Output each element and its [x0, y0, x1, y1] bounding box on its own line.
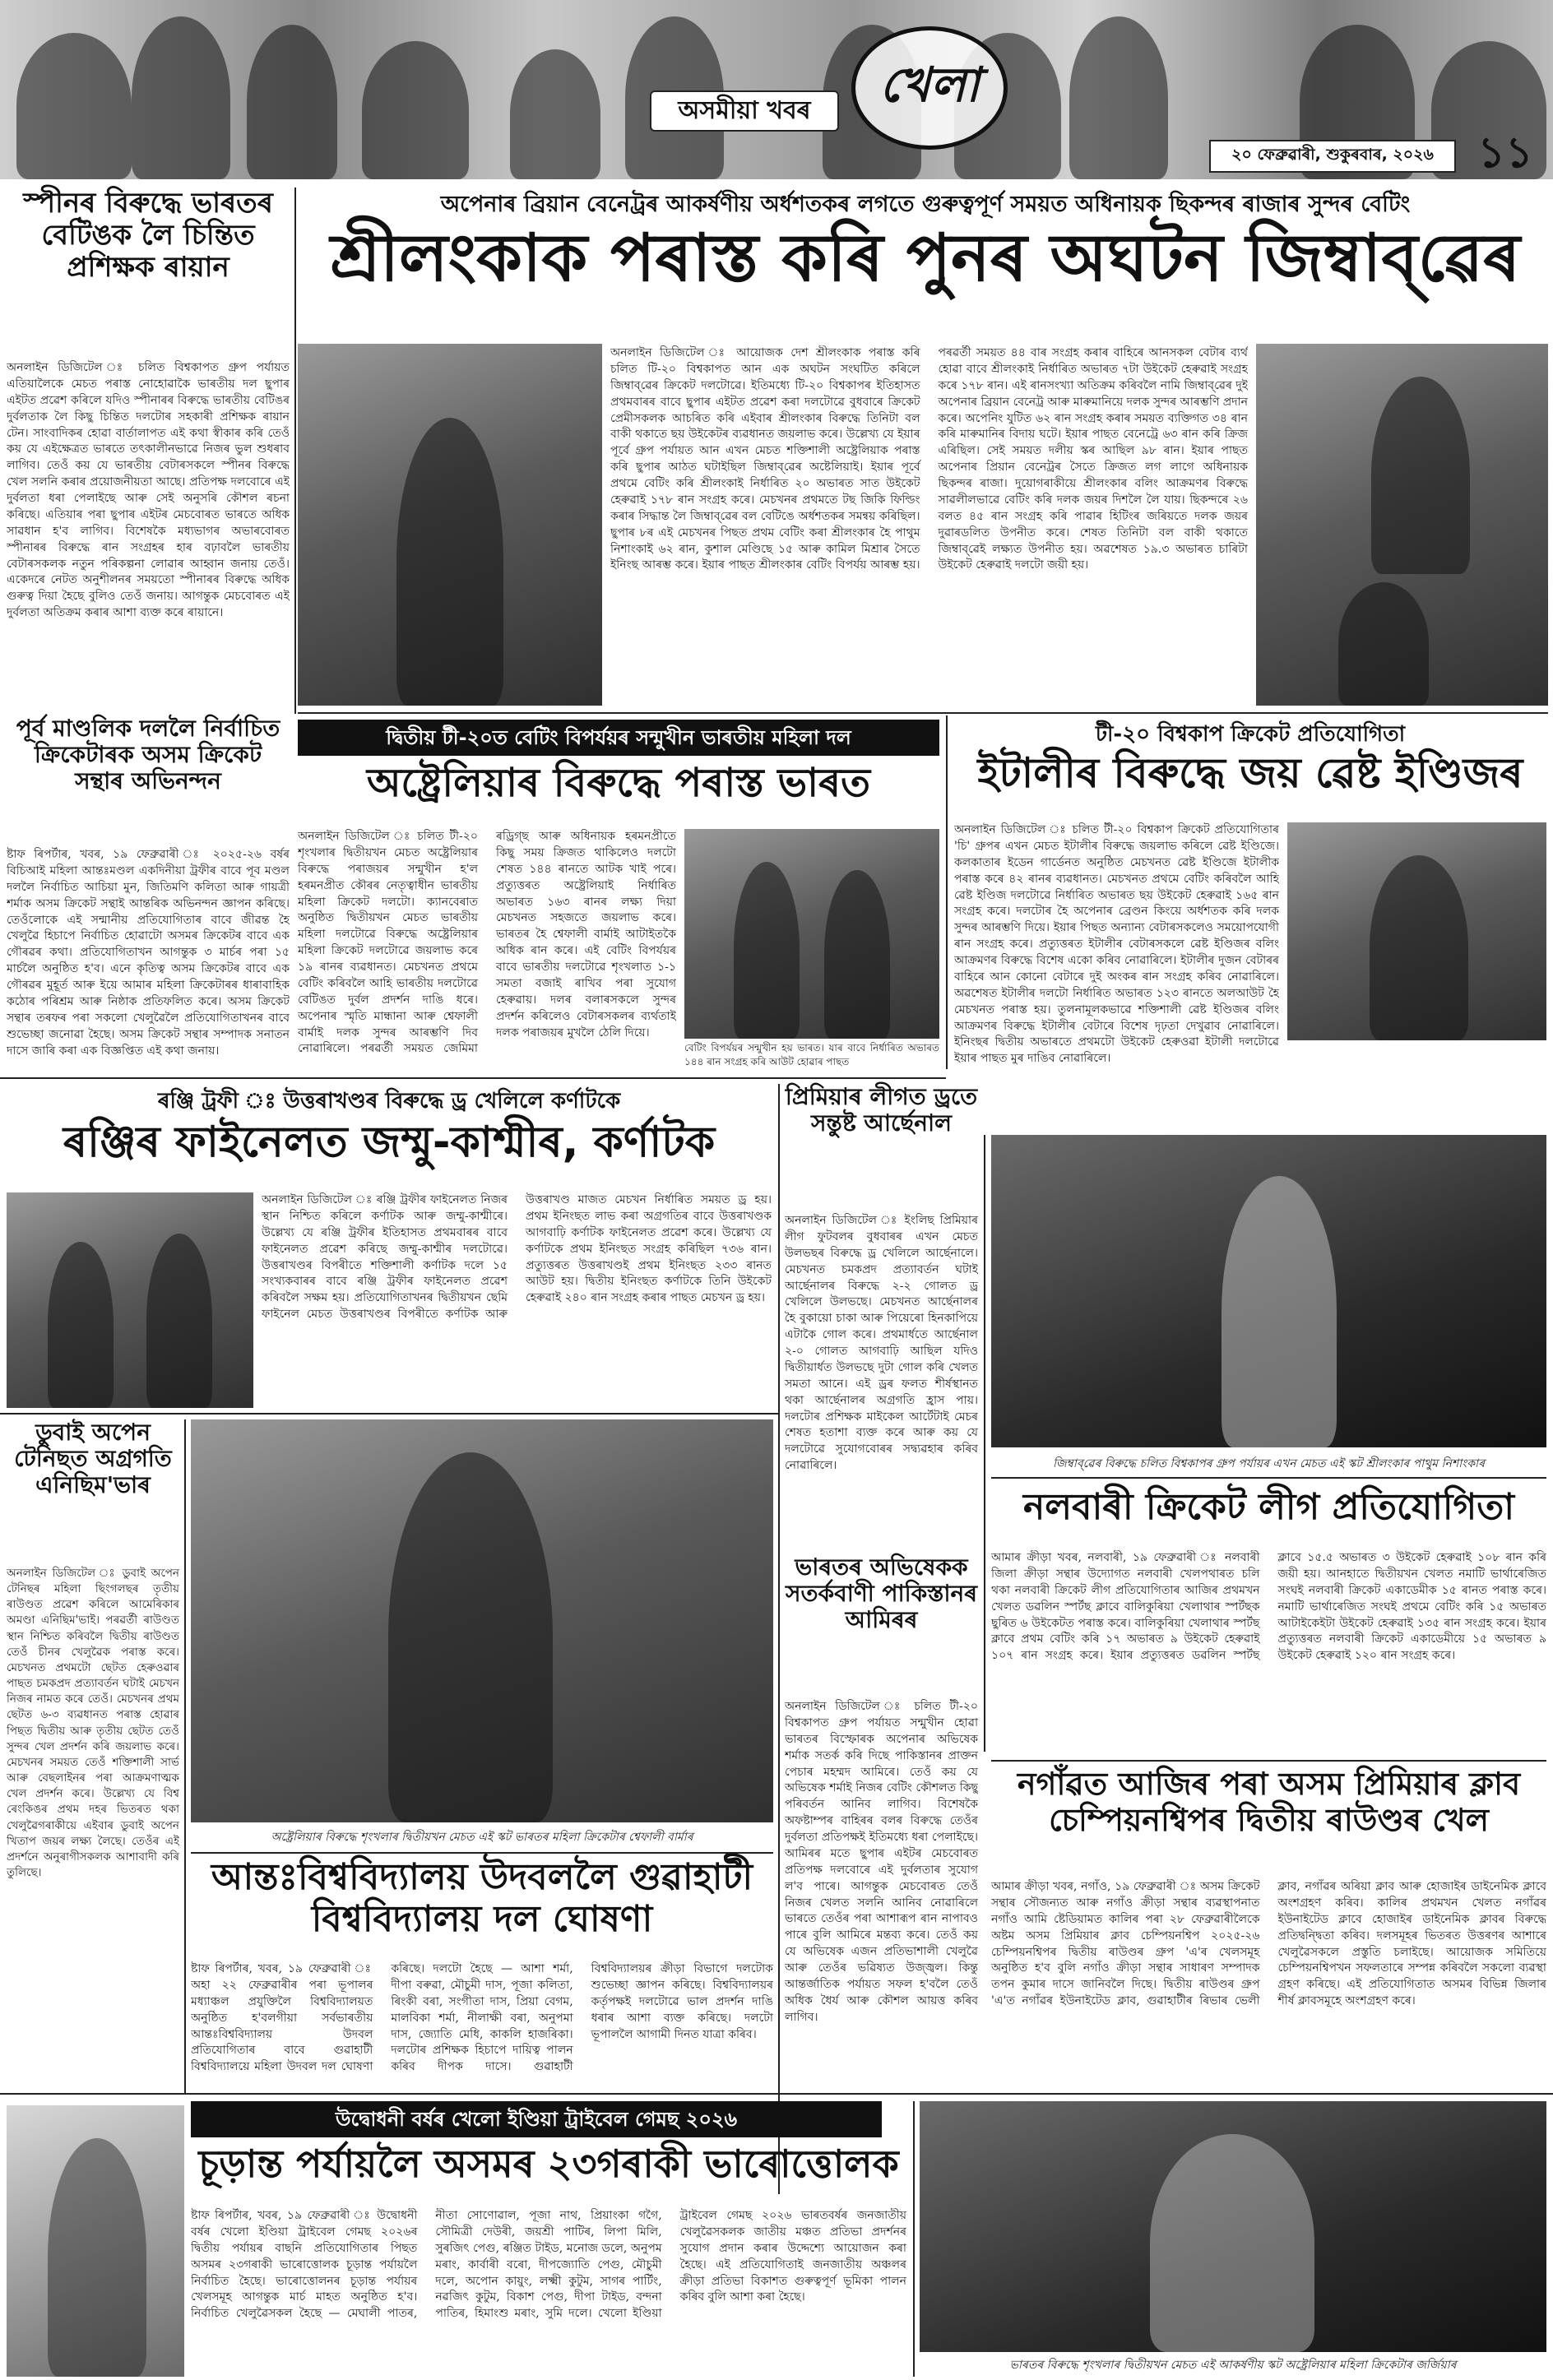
premier-body: আমাৰ ক্ৰীড়া খবৰ, নগাঁও, ১৯ ফেব্ৰুৱাৰী ঃ অসম ক্ৰিকেট সন্থাৰ সৌজন্যত আৰু নগাঁও ক্ৰীড়া সন্থাৰ ব্যৱস্থাপনাত নগাঁও আমি ষ্টেডিয়ামত কালিৰ পৰা ২৮ ফেব্ৰুৱাৰীলৈকে অষ্টম অসম প্ৰিমিয়াৰ ক্লাব চেম্পিয়নশ্বিপ ২০২৫-২৬ চেম্পিয়নশ্বিপৰ দ্বিতীয় ৰাউণ্ডৰ গ্ৰুপ 'এ'ৰ খেলসমূহ অনুষ্ঠিত হ'ব বুলি নগাঁও ক্ৰীড়া সন্থাৰ সাধাৰণ সম্পাদক তপন কুমাৰ দাসে জানিবলৈ দিছে। দ্বিতীয় ৰাউণ্ডৰ গ্ৰুপ 'এ'ত নগাঁৱৰ ইউনাইটেড ক্লাব, গুৱাহাটীৰ ৰিভাৰ ভেলী ক্লাব, নগাঁৱৰ অৰিয়া ক্লাব আৰু হোজাইৰ ডাইনেমিক ক্লাবে অংশগ্ৰহণ কৰিব। কালিৰ প্ৰথমখন খেলত নগাঁৱৰ ইউনাইটেড ক্লাবে হোজাইৰ ডাইনেমিক ক্লাবৰ বিৰুদ্ধে প্ৰতিদ্বন্দ্বিতা কৰিব। দলসমূহৰ ভিতৰত উত্তৰণৰ আশাৰে খেলুৱৈসকলে প্ৰস্তুতি চলাইছে। আয়োজক সমিতিয়ে চেম্পিয়নশ্বিপখন সফলতাৰে সম্পন্ন কৰিবলৈ সকলো ব্যৱস্থা গ্ৰহণ কৰিছে। এই প্ৰতিযোগিতাত অসমৰ বিভিন্ন জিলাৰ শীৰ্ষ ক্লাবসমূহে অংশগ্ৰহণ কৰে। [991, 1880, 1546, 2008]
lead-photo-fielder [1256, 344, 1548, 706]
page-number: ১১ [1477, 128, 1533, 178]
section-logo-text: খেলা [879, 56, 980, 113]
issue-date: ২০ ফেব্ৰুৱাৰী, শুকুৰবাৰ, ২০২৬ [1231, 146, 1434, 164]
spin-coach-body: অনলাইন ডিজিটেল ঃ চলিত বিশ্বকাপত গ্ৰুপ পৰ্যায়ত এতিয়ালৈকে মেচত পৰাস্ত নোহোৱাকৈ ভাৰতীয় দল ছুপাৰ এইটত প্ৰৱেশ কৰিলে যদিও স্পীনাৰৰ বিৰুদ্ধে ভাৰতীয় বেটিঙৰ দুৰ্বলতাক লৈ কিছু চিন্তিত দলটোৰ সহকাৰী প্ৰশিক্ষক ৰায়ান টেন। সাংবাদিকৰ হোৱা বাৰ্তালাপত এই কথা স্বীকাৰ কৰি তেওঁ কয় যে এইক্ষেত্ৰত ভাৰতে তৎকালীনভাৱে নিজৰ ভুল শুধৰাব লাগিব। তেওঁ কয় যে ভাৰতীয় বেটাৰসকলে স্পীনৰ বিৰুদ্ধে খেল সলনি কৰাৰ প্ৰয়োজনীয়তা আছে। প্ৰতিপক্ষ দলবোৰে এই দুৰ্বলতা ধৰা পেলাইছে আৰু সেই অনুসৰি কৌশল ৰচনা কৰিছে। এতিয়াৰ পৰা ছুপাৰ এইটৰ মেচবোৰত ভাৰতে অধিক সাৱধান হ'ব লাগিব। বিশেষকৈ মধ্যভাগৰ অভাৰবোৰত স্পীনাৰৰ বিৰুদ্ধে ৰান সংগ্ৰহৰ হাৰ বঢ়াবলৈ ভাৰতীয় বেটাৰসকলক নতুন পৰিকল্পনা লোৱাৰ আহ্বান জনায় তেওঁ। একেদৰে নেটত অনুশীলনৰ সময়তো স্পীনাৰৰ বিৰুদ্ধে অধিক গুৰুত্ব দিয়া হৈছে বুলিও তেওঁ জনায়। আগন্তুক মেচবোৰত এই দুৰ্বলতা অতিক্ৰম কৰাৰ আশা ব্যক্ত কৰে ৰায়ানে। [7, 361, 290, 620]
university-headline: আন্তঃবিশ্ববিদ্যালয় উদবললৈ গুৱাহাটী বিশ্ববিদ্যালয় দল ঘোষণা [211, 1856, 753, 1940]
premier-headline: নগাঁৱত আজিৰ পৰা অসম প্ৰিমিয়াৰ ক্লাব চেম্পিয়নশ্বিপৰ দ্বিতীয় ৰাউণ্ডৰ খেল [1017, 1766, 1521, 1838]
date-box [1209, 140, 1456, 173]
east-zone-body: ষ্টাফ ৰিপৰ্টাৰ, খবৰ, ১৯ ফেব্ৰুৱাৰী ঃ ২০২৫-২৬ বৰ্ষৰ বিচিআই মহিলা আন্তঃমণ্ডল একদিনীয়া ট্ৰফীৰ বাবে পূব মণ্ডল দললৈ নিৰ্বাচিত আচিয়া মুন, জিতিমণি কলিতা আৰু গায়ত্ৰী শৰ্মাক অসম ক্ৰিকেট সন্থাই আন্তৰিক অভিনন্দন জ্ঞাপন কৰিছে। তেওঁলোকে এই সন্মানীয় প্ৰতিযোগিতাৰ বাবে জীৱন্ত হৈ খেলুৱৈ হিচাপে নিৰ্বাচিত হোৱাটো অসমৰ ক্ৰিকেটৰ বাবে এক গৌৰৱৰ কথা। প্ৰতিযোগিতাখন আগন্তুক ৩ মাৰ্চৰ পৰা ১৫ মাৰ্চলৈ অনুষ্ঠিত হ'ব। এনে কৃতিত্ব অসম ক্ৰিকেটৰ বাবে এক গৌৰৱৰ মুহূৰ্ত আৰু ইয়ে আমাৰ মহিলা ক্ৰিকেটাৰৰ ধাৰাবাহিক কঠোৰ পৰিশ্ৰম আৰু নিষ্ঠাক প্ৰতিফলিত কৰে। অসম ক্ৰিকেট সন্থাৰ তৰফৰ পৰা সকলো খেলুৱৈলৈ প্ৰতিযোগিতাখনৰ বাবে শুভেচ্ছা জনোৱা হৈছে। অসম ক্ৰিকেট সন্থাৰ সম্পাদক সনাতন দাসে জাৰি কৰা এক বিজ্ঞপ্তিত এই কথা জনায়। [7, 848, 290, 1058]
nalbari-body: আমাৰ ক্ৰীড়া খবৰ, নলবাৰী, ১৯ ফেব্ৰুৱাৰী ঃ নলবাৰী জিলা ক্ৰীড়া সন্থাৰ উদ্যোগত নলবাৰী খেলপথাৰত চলি থকা নলবাৰী ক্ৰিকেট লীগ প্ৰতিযোগিতাৰ আজিৰ প্ৰথমখন খেলত ডৱলিন স্পৰ্টছ ক্লাবে বালিকুৰিয়া খেলাথাৰ স্পৰ্টছক ছুৰিত ৬ উইকেটত পৰাস্ত কৰে। বালিকুৰিয়া খেলাথাৰ স্পৰ্টছ ক্লাবে প্ৰথম বেটিং কৰি ১৭ অভাৰত ৯ উইকেট হেৰুৱাই ১০৭ ৰান সংগ্ৰহ কৰে। ইয়াৰ প্ৰত্যুত্তৰত ডৱলিন স্পৰ্টছ ক্লাবে ১৫.৫ অভাৰত ৩ উইকেট হেৰুৱাই ১০৮ ৰান কৰি জয়ী হয়। আনহাতে দ্বিতীয়খন খেলত নমাটি ভাৰ্থাৰেজিত সংঘই নলবাৰী ক্ৰিকেট একাডেমীক ১৫ ৰানত পৰাস্ত কৰে। নমাটি ভাৰ্থাৰেজিত সংঘই প্ৰথমে বেটিং কৰি ১৫ অভাৰত আটাইকেইটা উইকেট হেৰুৱাই ১৩৫ ৰান সংগ্ৰহ কৰে। ইয়াৰ প্ৰত্যুত্তৰত নলবাৰী ক্ৰিকেট একাডেমীয়ে ১৫ অভাৰত ৯ উইকেট হেৰুৱাই ১২০ ৰান সংগ্ৰহ কৰে। [991, 1551, 1546, 1663]
women-team-photo-caption: বেটিং বিপৰ্যয়ৰ সন্মুখীন হয় ভাৰত। যাৰ বাবে নিৰ্ধাৰিত অভাৰত ১৪৪ ৰান সংগ্ৰহ কৰি আউট হোৱাৰ পাছত [684, 1042, 939, 1068]
shafali-caption: অষ্ট্ৰেলিয়াৰ বিৰুদ্ধে শৃংখলাৰ দ্বিতীয়খন মেচত এই স্কট ভাৰতৰ মহিলা ক্ৰিকেটাৰ শ্বেফালী বাৰ্মাৰ [271, 1831, 693, 1844]
brand-name: অসমীয়া খবৰ [678, 95, 811, 125]
weightlift-headline: চূড়ান্ত পৰ্যায়লৈ অসমৰ ২৩গৰাকী ভাৰোত্তোলক [198, 2142, 899, 2186]
women-team-band: দ্বিতীয় টী-২০ত বেটিং বিপৰ্যয়ৰ সন্মুখীন ভাৰতীয় মহিলা দল [298, 720, 939, 756]
ranji-body: অনলাইন ডিজিটেল ঃ ৰঞ্জি ট্ৰফীৰ ফাইনেলত নিজৰ স্থান নিশ্চিত কৰিলে কৰ্ণাটক আৰু জম্মু-কাশ্মীৰে। উল্লেখ্য যে ৰঞ্জি ট্ৰফীৰ ইতিহাসত প্ৰথমবাৰৰ বাবে ফাইনেলত প্ৰৱেশ কৰিছে জম্মু-কাশ্মীৰ দলটোৱে। উত্তৰাখণ্ডৰ বিপৰীতে শক্তিশালী কৰ্ণাটক দলে ১৫ সংখ্যকবাৰৰ বাবে ৰঞ্জি ট্ৰফীৰ ফাইনেলত প্ৰৱেশ কৰিবলৈ সক্ষম হয়। প্ৰতিযোগিতাখনৰ দ্বিতীয়খন ছেমি ফাইনেল মেচত উত্তৰাখণ্ডৰ বিপৰীতে কৰ্ণাটক আৰু উত্তৰাখণ্ড মাজত মেচখন নিৰ্ধাৰিত সময়ত ড্ৰ হয়। প্ৰথম ইনিংছত লাভ কৰা অগ্ৰগতিৰ বাবে উত্তৰাখণ্ডক আগবাঢ়ি কৰ্ণাটক ফাইনেলত প্ৰৱেশ কৰে। উল্লেখ্য যে কৰ্ণাটকে প্ৰথম ইনিংছত সংগ্ৰহ কৰিছিল ৭৩৬ ৰান। প্ৰত্যুত্তৰত উত্তৰাখণ্ডই প্ৰথম ইনিংছত ২৩৩ ৰানত আউট হয়। দ্বিতীয় ইনিংছত কৰ্ণাটকে তিনি উইকেট হেৰুৱাই ২৪০ ৰান সংগ্ৰহ কৰাৰ পাছত মেচখন ড্ৰ হয়। [262, 1193, 772, 1322]
nissanka-photo [991, 1135, 1546, 1447]
lead-kicker: অপেনাৰ ব্ৰিয়ান বেনেট্ৰৰ আকৰ্ষণীয় অৰ্ধশতকৰ লগতে গুৰুত্বপূৰ্ণ সময়ত অধিনায়ক ছিকন্দৰ ৰাজাৰ সুন্দৰ বেটিং [440, 192, 1411, 217]
wc-italy-photo [1287, 822, 1546, 1040]
shafali-photo [191, 1419, 773, 1822]
georgia-photo [920, 2101, 1546, 2352]
dubai-headline: ডুবাই অপেন টেনিছত অগ্ৰগতি এনিছিম'ভাৰ [14, 1419, 172, 1499]
lead-body: অনলাইন ডিজিটেল ঃ আয়োজক দেশ শ্ৰীলংকাক পৰাস্ত কৰি চলিত টি-২০ বিশ্বকাপত আন এক অঘটন সংঘটিত কৰিলে জিম্বাব্‌ৱেৰ ক্ৰিকেট দলটোৱে। ইতিমধ্যে টি-২০ বিশ্বকাপৰ ইতিহাসত প্ৰথমবাৰৰ বাবে ছুপাৰ এইটত প্ৰৱেশ কৰা দলটোৱে বুধবাৰে ক্ৰিকেট প্ৰেমীসকলক আচৰিত কৰি এইবাৰ শ্ৰীলংকাৰ বিৰুদ্ধে তিনিটা বল বাকী থকাতে ছয় উইকেটৰ ব্যৱধানত জয়লাভ কৰে। উল্লেখ্য যে ইয়াৰ পূৰ্বে গ্ৰুপ পৰ্যায়ত আন এখন মেচত শক্তিশালী অষ্ট্ৰেলিয়াক পৰাস্ত কৰি ছুপাৰ আঠত ঘটাইছিল জিম্বাব্‌ৱেৰ অষ্টেলিয়াই। ইয়াৰ পূৰ্বে প্ৰথমে বেটিং কৰি শ্ৰীলংকাই নিৰ্ধাৰিত ২০ অভাৰত সাত উইকেট হেৰুৱাই ১৭৮ ৰান সংগ্ৰহ কৰে। মেচখনৰ প্ৰথমতে টছ জিকি ফিল্ডিং কৰাৰ সিদ্ধান্ত লৈ জিম্বাব্‌ৱেৰ বল বেটিঙে অৰ্ধশতকৰ সমন্বয় কৰিছিল। ছুপাৰ ৮ৰ এই মেচখনৰ পিছত প্ৰথম বেটিং কৰা শ্ৰীলংকাৰ হৈ পাথুম নিশাংকাই ৬২ ৰান, কুশাল মেণ্ডিছে ১৫ আৰু কামিল মিশ্ৰাৰ সৈতে ইনিংছ আৰম্ভ কৰে। ইয়াৰ পাছত শ্ৰীলংকাৰ বেটিং বিপৰ্যয় আৰম্ভ হয়। পৰৱৰ্তী সময়ত ৪৪ বাৰ সংগ্ৰহ কৰাৰ বাহিৰে আনসকল বেটাৰ ব্যৰ্থ হোৱা বাবে শ্ৰীলংকাই নিৰ্ধাৰিত অভাৰত ৭টা উইকেট হেৰুৱাই সংগ্ৰহ কৰে ১৭৮ ৰান। এই ৰানসংখ্যা অতিক্ৰম কৰিবলৈ নামি জিম্বাব্‌ৱেৰ দুই অপেনাৰ ব্ৰিয়ান বেনেট্ৰ আৰু মাৰুমানিয়ে দলক সুন্দৰ আৰম্ভণি প্ৰদান কৰে। অপেনিং যুটিত ৬২ ৰান সংগ্ৰহ কৰাৰ সময়ত ব্যক্তিগত ৩৪ ৰান কৰি মাৰুমানিৰ বিদায় ঘটে। ইয়াৰ পাছত বেনেট্ৰে ৬৩ ৰান কৰি ক্ৰিজ এৰিছিল। সেই সময়ত দলীয় স্কৰ আছিল ৯৮ ৰান। ইয়াৰ পাছত অপেনাৰ প্ৰিয়ান বেনেট্ৰৰ সৈতে ক্ৰিজত লগ লাগে অধিনায়ক ছিকন্দৰ ৰাজা। দুয়োগৰাকীয়ে শ্ৰীলংকাৰ বলিং আক্ৰমণৰ বিৰুদ্ধে সাৱলীলভাৱে বেটিং কৰি দলক জয়ৰ দিশলৈ লৈ যায়। ছিকন্দৰে ২৬ বলত ৪৫ ৰান সংগ্ৰহ কৰি পাৱাৰ হিটিংৰ জৰিয়তে দলক জয়ৰ দুৱাৰডলিত উপনীত কৰে। শেষত তিনিটা বল বাকী থকাতে জিম্বাব্‌ৱেই লক্ষ্যত উপনীত হয়। অৱশেষত ১৯.৩ অভাৰত চাৰিটা উইকেট হেৰুৱাই দলটো জয়ী হয়। [610, 346, 1248, 572]
women-team-photo [684, 829, 939, 1039]
women-team-body: অনলাইন ডিজিটেল ঃ চলিত টী-২০ শৃংখলাৰ দ্বিতীয়খন মেচত অষ্ট্ৰেলিয়াৰ বিৰুদ্ধে পৰাজয়ৰ সন্মুখীন হ'ল হৰমনপ্ৰীত কৌৰৰ নেতৃত্বাধীন ভাৰতীয় মহিলা ক্ৰিকেট দলটো। ক্যানবেৰাত অনুষ্ঠিত দ্বিতীয়খন মেচত ভাৰতীয় মহিলা দলটোৱে বিৰুদ্ধে অষ্ট্ৰেলিয়াৰ মহিলা ক্ৰিকেট দলটোৱে জয়লাভ কৰে ১৯ ৰানৰ ব্যৱধানত। মেচখনত প্ৰথমে বেটিং কৰিবলৈ আহি ভাৰতীয় দলটোৱে বেটিঙত দুৰ্বল প্ৰদৰ্শন দাঙি ধৰে। অপেনাৰ স্মৃতি মান্ধানা আৰু শ্বেফালী বাৰ্মাই দলক সুন্দৰ আৰম্ভণি দিব নোৱাৰিলে। পৰৱৰ্তী সময়ত জেমিমা ৰড্ৰিগ্‌ছ আৰু অধিনায়ক হৰমনপ্ৰীতে কিছু সময় ক্ৰিজত থাকিলেও দলটো শেষত ১৪৪ ৰানতে আটক খাই পৰে। প্ৰত্যুত্তৰত অষ্ট্ৰেলিয়াই নিৰ্ধাৰিত অভাৰত ১৬৩ ৰানৰ লক্ষ্য দিয়া মেচখনত সহজতে জয়লাভ কৰে। ভাৰতৰ হৈ শ্বেফালী বাৰ্মাই আটাইতকৈ অধিক ৰান কৰে। এই বেটিং বিপৰ্যয়ৰ বাবে ভাৰতীয় দলটোৱে শৃংখলাত ১-১ সমতা বজাই ৰাখিব পৰা সুযোগ হেৰুৱায়। দলৰ বলাৰসকলে সুন্দৰ প্ৰদৰ্শন কৰিলেও বেটাৰসকলৰ ব্যৰ্থতাই দলক পৰাজয়ৰ মুখলৈ ঠেলি দিয়ে। [298, 830, 676, 1056]
ranji-headline: ৰঞ্জিৰ ফাইনেলত জম্মু-কাশ্মীৰ, কৰ্ণাটক [63, 1118, 716, 1167]
weightlift-band: উদ্বোধনী বৰ্ষৰ খেলো ইণ্ডিয়া ট্ৰাইবেল গেমছ ২০২৬ [191, 2101, 882, 2137]
spin-coach-headline: স্পীনৰ বিৰুদ্ধে ভাৰতৰ বেটিঙক লৈ চিন্তিত প্ৰশিক্ষক ৰায়ান [23, 187, 273, 285]
abhishek-body: অনলাইন ডিজিটেল ঃ চলিত টী-২০ বিশ্বকাপত গ্ৰুপ পৰ্যায়ত সন্মুখীন হোৱা ভাৰতৰ বিস্ফোৰক অপেনাৰ অভিষেক শৰ্মাক সতৰ্ক কৰি দিছে পাকিস্তানৰ প্ৰাক্তন পেচাৰ মহম্মদ আমিৰে। তেওঁ কয় যে অভিষেক শৰ্মাই নিজৰ বেটিং কৌশলত কিছু পৰিবৰ্তন আনিব লাগিব। বিশেষকৈ অফষ্টাম্পৰ বাহিৰৰ বলৰ বিৰুদ্ধে তেওঁৰ দুৰ্বলতা প্ৰতিপক্ষই ইতিমধ্যে ধৰা পেলাইছে। আমিৰৰ মতে ছুপাৰ এইটৰ মেচবোৰত প্ৰতিপক্ষ দলবোৰে এই দুৰ্বলতাৰ সুযোগ ল'ব পাৰে। আগন্তুক মেচবোৰত তেওঁ নিজৰ খেলত সলনি আনিব নোৱাৰিলে ভাৰতে তেওঁৰ পৰা আশাৰূপ ৰান নাপাবও পাৰে বুলি আমিৰে মন্তব্য কৰে। তেওঁ কয় যে অভিষেক এজন প্ৰতিভাশালী খেলুৱৈ আৰু তেওঁৰ ভৱিষ্যত উজ্জ্বল। কিন্তু আন্তৰ্জাতিক পৰ্যায়ত সফল হ'বলৈ তেওঁ অধিক ধৈৰ্য আৰু কৌশল আয়ত্ত কৰিব লাগিব। [785, 1700, 978, 2024]
nalbari-headline: নলবাৰী ক্ৰিকেট লীগ প্ৰতিযোগিতা [1022, 1486, 1515, 1528]
dubai-body: অনলাইন ডিজিটেল ঃ ডুবাই অপেন টেনিছৰ মহিলা ছিংগলছৰ তৃতীয় ৰাউণ্ডত প্ৰৱেশ কৰিলে আমেৰিকাৰ অমণ্ডা এনিছিম'ভাই। পৰৱৰ্তী ৰাউণ্ডত স্থান নিশ্চিত কৰিবলৈ দ্বিতীয় ৰাউণ্ডত তেওঁ চীনৰ খেলুৱৈক পৰাস্ত কৰে। মেচখনত প্ৰথমটো ছেটত হেৰুওৱাৰ পাছত চমকপ্ৰদ প্ৰত্যাবৰ্তন ঘটাই মেচখন নিজৰ নামত কৰে তেওঁ। মেচখনৰ প্ৰথম ছেটত ৬-৩ ব্যৱধানত পৰাস্ত হোৱাৰ পিছত দ্বিতীয় আৰু তৃতীয় ছেটত তেওঁ সুন্দৰ খেল প্ৰদৰ্শন কৰি জয়লাভ কৰে। মেচখনৰ সময়ত তেওঁ শক্তিশালী সাৰ্ভ আৰু বেছলাইনৰ পৰা আক্ৰমণাত্মক খেল প্ৰদৰ্শন কৰে। উল্লেখ্য যে বিশ্ব ৰেংকিঙৰ প্ৰথম দহৰ ভিতৰত থকা খেলুৱৈগৰাকীয়ে এইবাৰ ডুবাই অপেন খিতাপ জয়ৰ লক্ষ্য লৈছে। তেওঁৰ এই প্ৰদৰ্শনে অনুৰাগীসকলক আশাবাদী কৰি তুলিছে। [7, 1567, 179, 1879]
arsenal-body: অনলাইন ডিজিটেল ঃ ইংলিছ প্ৰিমিয়াৰ লীগ ফুটবলৰ বুধবাৰৰ এখন মেচত উলভছৰ বিৰুদ্ধে ড্ৰ খেলিলে আৰ্ছেনালে। মেচখনত চমকপ্ৰদ প্ৰত্যাবৰ্তন ঘটাই আৰ্ছেনালৰ বিৰুদ্ধে ২-২ গোলত ড্ৰ খেলিলে উলভছে। মেচখনত আৰ্ছেনালৰ হৈ বুকায়ো চাকা আৰু পিয়েৰো হিনকাপিয়ে এটাকৈ গোল কৰে। প্ৰথমাৰ্ধতে আৰ্ছেনাল ২-০ গোলত আগবাঢ়ি আছিল যদিও দ্বিতীয়াৰ্ধত উলভছে দুটা গোল কৰি খেলত সমতা আনে। এই ড্ৰৰ ফলত শীৰ্ষস্থানত থকা আৰ্ছেনালৰ অগ্ৰগতি হ্ৰাস পায়। দলটোৰ প্ৰশিক্ষক মাইকেল আৰ্টেটাই মেচৰ শেষত হতাশা ব্যক্ত কৰে আৰু কয় যে দলটোৱে সুযোগবোৰৰ সদ্ব্যৱহাৰ কৰিব নোৱাৰিলে। [785, 1214, 978, 1473]
wc-italy-headline: ইটালীৰ বিৰুদ্ধে জয় ৱেষ্ট ইণ্ডিজৰ [977, 749, 1523, 797]
nissanka-caption: জিম্বাব্‌ৱেৰ বিৰুদ্ধে চলিত বিশ্বকাপৰ গ্ৰুপ পৰ্যায়ৰ এখন মেচত এই স্কট শ্ৰীলংকাৰ পাথুম নিশাংকাৰ [1053, 1457, 1485, 1470]
abhishek-headline: ভাৰতৰ অভিষেকক সতৰ্কবাণী পাকিস্তানৰ আমিৰৰ [786, 1553, 977, 1634]
ranji-photo [7, 1192, 253, 1408]
georgia-caption: ভাৰতৰ বিৰুদ্ধে শৃংখলাৰ দ্বিতীয়খন মেচত এই আকৰ্ষণীয় স্কট অষ্ট্ৰেলিয়াৰ মহিলা ক্ৰিকেটাৰ জৰ্জিয়াৰ [1009, 2359, 1457, 2372]
wc-band: টী-২০ বিশ্বকাপ ক্ৰিকেট প্ৰতিযোগিতা [1095, 722, 1406, 747]
lead-photo-batsman [298, 344, 602, 706]
lead-headline: শ্ৰীলংকাক পৰাস্ত কৰি পুনৰ অঘটন জিম্বাব্‌ৱেৰ [330, 220, 1521, 296]
section-logo [851, 26, 1008, 150]
university-body: ষ্টাফ ৰিপৰ্টাৰ, খবৰ, ১৯ ফেব্ৰুৱাৰী ঃ অহা ২২ ফেব্ৰুৱাৰীৰ পৰা ভূপালৰ মধ্যাঞ্চল প্ৰযুক্তিলৈ বিশ্ববিদ্যালয়ত অনুষ্ঠিত হ'বলগীয়া সৰ্বভাৰতীয় আন্তঃবিশ্ববিদ্যালয় উদবল প্ৰতিযোগিতাৰ বাবে গুৱাহাটী বিশ্ববিদ্যালয়ে মহিলা উদবল দল ঘোষণা কৰিছে। দলটো হৈছে — আশা শৰ্মা, দীপা বৰুৱা, মৌচুমী দাস, পূজা কলিতা, ৰিংকী বৰা, সংগীতা দাস, প্ৰিয়া বেগম, মালবিকা শৰ্মা, নীলাক্ষী বৰা, অনুপমা দাস, জ্যোতি মেধি, কাকলি হাজৰিকা। দলটোৰ প্ৰশিক্ষক হিচাপে দায়িত্ব পালন কৰিব দীপক দাসে। গুৱাহাটী বিশ্ববিদ্যালয়ৰ ক্ৰীড়া বিভাগে দলটোক শুভেচ্ছা জ্ঞাপন কৰিছে। বিশ্ববিদ্যালয়ৰ কৰ্তৃপক্ষই দলটোৱে ভাল প্ৰদৰ্শন দাঙি ধৰাৰ আশা ব্যক্ত কৰিছে। দলটো ভূপাললৈ আগামী দিনত যাত্ৰা কৰিব। [191, 1962, 773, 2074]
women-team-headline: অষ্ট্ৰেলিয়াৰ বিৰুদ্ধে পৰাস্ত ভাৰত [366, 760, 871, 806]
wc-italy-body-a: অনলাইন ডিজিটেল ঃ চলিত টী-২০ বিশ্বকাপ ক্ৰিকেট প্ৰতিযোগিতাৰ 'চি' গ্ৰুপৰ এখন মেচত ইটালীৰ বিৰুদ্ধে জয়লাভ কৰিলে ৱেষ্ট ইণ্ডিজে। কলকাতাৰ ইডেন গাৰ্ডেনত অনুষ্ঠিত মেচখনত ৱেষ্ট ইণ্ডিজে ইটালীক পৰাস্ত কৰে ৪২ ৰানৰ ব্যৱধানত। মেচখনত প্ৰথমে বেটিং কৰিবলৈ আহি ৱেষ্ট ইণ্ডিজ দলটোৱে নিৰ্ধাৰিত অভাৰত ছয় উইকেট হেৰুৱাই ১৬৫ ৰান সংগ্ৰহ কৰে। দলটোৰ হৈ অপেনাৰ ব্ৰেণ্ডন কিংয়ে অৰ্ধশতক কৰি দলক সুন্দৰ আৰম্ভণি দিয়ে। ইয়াৰ পিছত অন্যান্য বেটাৰসকলেও সময়োপযোগী ৰান সংগ্ৰহ কৰে। প্ৰত্যুত্তৰত ইটালীৰ বেটাৰসকলে ৱেষ্ট ইণ্ডিজৰ বলিং আক্ৰমণৰ বিৰুদ্ধে বিশেষ একো কৰিব নোৱাৰিলে। ইটালীৰ দুজন বেটাৰৰ বাহিৰে আন কোনো বেটাৰে দুই অংকৰ ৰান সংগ্ৰহ কৰিব নোৱাৰিলে। অৱশেষত ইটালীৰ দলটো নিৰ্ধাৰিত অভাৰত ১২৩ ৰানতে অলআউট হৈ মেচখনত পৰাস্ত হয়। তুলনামূলকভাৱে শক্তিশালী ৱেষ্ট ইণ্ডিজৰ বলিং আক্ৰমণৰ বিৰুদ্ধে ইটালীৰ বেটাৰে বিশেষ দৃঢ়তা দেখুৱাব নোৱাৰিলে। ইনিংছৰ দ্বিতীয় অভাৰতে প্ৰথমটো উইকেট হেৰুওৱা ইটালী দলটোৱে ইয়াৰ পাছত মুৰ দাঙিব নোৱাৰিলে। [954, 823, 1279, 1066]
ranji-kicker: ৰঞ্জি ট্ৰফী ঃ উত্তৰাখণ্ডৰ বিৰুদ্ধে ড্ৰ খেলিলে কৰ্ণাটকে [157, 1089, 621, 1114]
weightlift-body: ষ্টাফ ৰিপৰ্টাৰ, খবৰ, ১৯ ফেব্ৰুৱাৰী ঃ উদ্বোধনী বৰ্ষৰ খেলো ইণ্ডিয়া ট্ৰাইবেল গেমছ ২০২৬ৰ দ্বিতীয় পৰ্যায়ৰ বাছনি প্ৰতিযোগিতাৰ পিছত অসমৰ ২৩গৰাকী ভাৰোত্তোলক চূড়ান্ত পৰ্যায়লৈ নিৰ্বাচিত হৈছে। ভাৰোত্তোলনৰ চূড়ান্ত পৰ্যায়ৰ খেলসমূহ আগন্তুক মাৰ্চ মাহত অনুষ্ঠিত হ'ব। নিৰ্বাচিত খেলুৱৈসকল হৈছে — মেঘালী পাতৰ, নীতা সোণোৱাল, পূজা নাথ, প্ৰিয়াংকা গগৈ, সৌমিত্ৰী দেউৰী, জয়শ্ৰী পাটিৰ, লিপা মিলি, সুৰজিৎ পেগু, ৰঞ্জিত টাইড, মনোজ ডলে, অনুপম মৰাং, কাৰ্বাৰী বৰো, দীপজ্যোতি পেগু, মৌচুমী দলে, অপোন কায়ুং, লক্ষ্মী কুটুম, সাগৰ পাৰ্টিং, নৱজিৎ কুটুম, বিকাশ পেগু, দীপা টাইড, বন্দনা পাতিৰ, হিমাংশু মৰাং, সুমি দলে। খেলো ইণ্ডিয়া ট্ৰাইবেল গেমছ ২০২৬ ভাৰতবৰ্ষৰ জনজাতীয় খেলুৱৈসকলক জাতীয় মঞ্চত প্ৰতিভা প্ৰদৰ্শনৰ সুযোগ প্ৰদান কৰাৰ উদ্দেশ্যে আয়োজন কৰা হৈছে। এই প্ৰতিযোগিতাই জনজাতীয় অঞ্চলৰ ক্ৰীড়া প্ৰতিভা বিকাশত গুৰুত্বপূৰ্ণ ভূমিকা পালন কৰিব বুলি আশা কৰা হৈছে। [191, 2209, 906, 2321]
masthead-brand [650, 90, 839, 132]
arsenal-headline: প্ৰিমিয়াৰ লীগত ড্ৰতে সন্তুষ্ট আৰ্ছেনাল [785, 1083, 978, 1137]
east-zone-headline: পূৰ্ব মাণ্ডলিক দললৈ নিৰ্বাচিত ক্ৰিকেটাৰক অসম ক্ৰিকেট সন্থাৰ অভিনন্দন [16, 715, 280, 795]
tennis-player-photo [7, 2105, 184, 2377]
